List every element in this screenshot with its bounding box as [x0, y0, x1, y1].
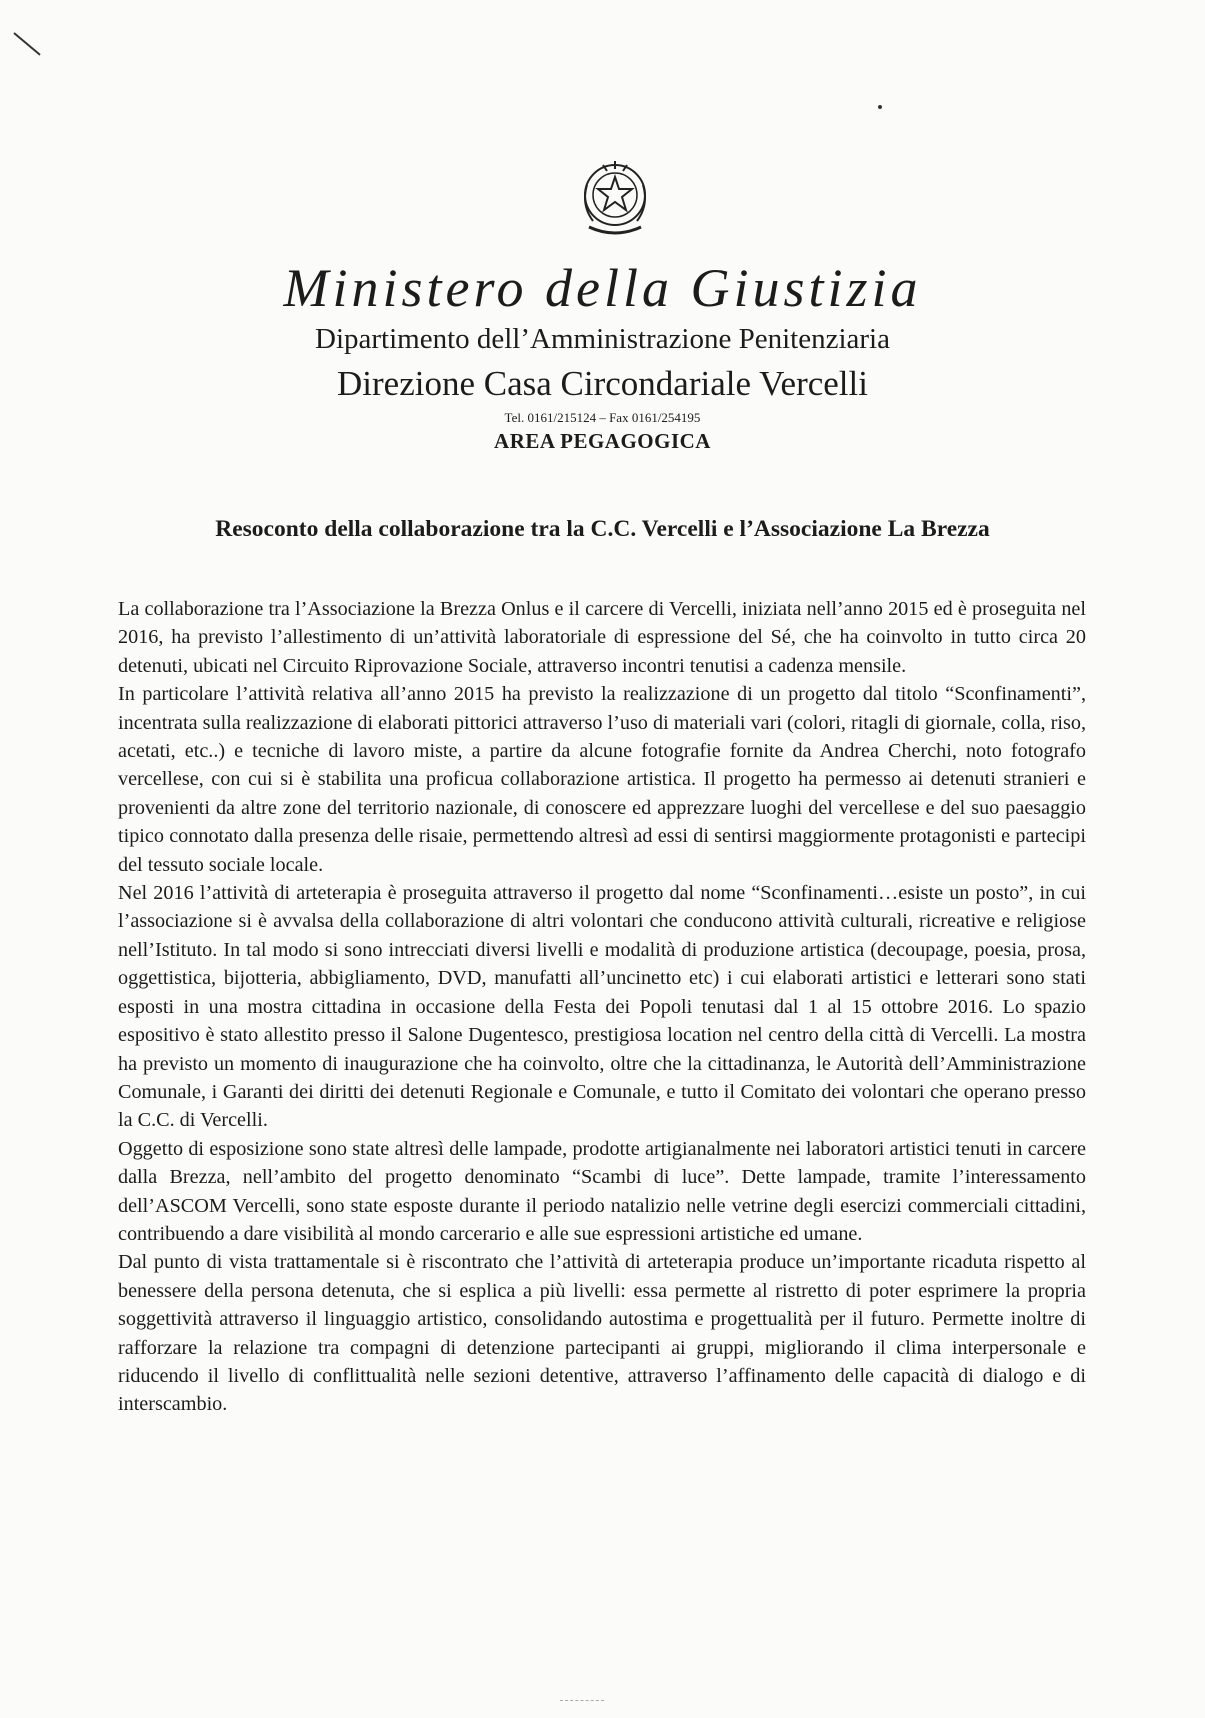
ministry-name: Ministero della Giustizia: [283, 258, 922, 318]
document-body: [118, 595, 1086, 1419]
area-name: AREA PEGAGOGICA: [494, 429, 711, 453]
department-name: Dipartimento dell’Amministrazione Penitenziaria: [315, 323, 890, 355]
contact-info: Tel. 0161/215124 – Fax 0161/254195: [504, 410, 701, 425]
paragraph: Dal punto di vista trattamentale si è riscontrato che l’attività di arteterapia produce un’importante ricaduta rispetto al benessere della persona detenuta, che si esplica a più livelli: essa permette al ristretto di poter esprimere la propria soggettività attraverso il linguaggio artistico, consolidando autostima e progettualità per il futuro. Permette inoltre di rafforzare la relazione tra compagni di detenzione partecipanti ai gruppi, migliorando il clima interpersonale e riducendo il livello di conflittualità nelle sezioni detentive, attraverso l’affinamento delle capacità di dialogo e di interscambio.: [118, 1251, 1086, 1416]
scan-mark: [13, 32, 40, 55]
direction-name: Direzione Casa Circondariale Vercelli: [337, 364, 868, 403]
paragraph: In particolare l’attività relativa all’anno 2015 ha previsto la realizzazione di un progetto dal titolo “Sconfinamenti”, incentrata sulla realizzazione di elaborati pittorici attraverso l’uso di materiali vari (colori, ritagli di giornale, colla, riso, acetati, etc..) e tecniche di lavoro miste, a partire da alcune fotografie fornite da Andrea Cherchi, noto fotografo vercellese, con cui si è stabilita una proficua collaborazione artistica. Il progetto ha permesso ai detenuti stranieri e provenienti da altre zone del territorio nazionale, di conoscere ed apprezzare luoghi del vercellese e del suo paesaggio tipico connotato dalla presenza delle risaie, permettendo altresì ad essi di sentirsi maggiormente protagonisti e partecipi del tessuto sociale locale.: [118, 683, 1086, 876]
paragraph: La collaborazione tra l’Associazione la Brezza Onlus e il carcere di Vercelli, iniziata nell’anno 2015 ed è proseguita nel 2016, ha previsto l’allestimento di un’attività laboratoriale di espressione del Sé, che ha coinvolto in tutto circa 20 detenuti, ubicati nel Circuito Riprovazione Sociale, attraverso incontri tenutisi a cadenza mensile.: [118, 598, 1086, 677]
footer-mark: [560, 1700, 604, 1702]
paragraph: Oggetto di esposizione sono state altresì delle lampade, prodotte artigianalmente nei laboratori artistici tenuti in carcere dalla Brezza, nell’ambito del progetto denominato “Scambi di luce”. Dette lampade, tramite l’interessamento dell’ASCOM Vercelli, sono state esposte durante il periodo natalizio nelle vetrine degli esercizi commerciali cittadini, contribuendo a dare visibilità al mondo carcerario e alle sue espressioni artistiche ed umane.: [118, 1137, 1086, 1245]
italian-republic-emblem-icon: [575, 155, 655, 245]
scan-dot: [878, 105, 882, 109]
document-title: Resoconto della collaborazione tra la C.C. Vercelli e l’Associazione La Brezza: [215, 516, 990, 542]
paragraph: Nel 2016 l’attività di arteterapia è proseguita attraverso il progetto dal nome “Sconfinamenti…esiste un posto”, in cui l’associazione si è avvalsa della collaborazione di altri volontari che conducono attività culturali, ricreative e religiose nell’Istituto. In tal modo si sono intrecciati diversi livelli e modalità di produzione artistica (decoupage, poesia, prosa, oggettistica, bijotteria, abbigliamento, DVD, manufatti all’uncinetto etc) i cui elaborati artistici e letterari sono stati esposti in una mostra cittadina in occasione della Festa dei Popoli tenutasi dal 1 al 15 ottobre 2016. Lo spazio espositivo è stato allestito presso il Salone Dugentesco, prestigiosa location nel centro della città di Vercelli. La mostra ha previsto un momento di inaugurazione che ha coinvolto, oltre che la cittadinanza, le Autorità dell’Amministrazione Comunale, i Garanti dei diritti dei detenuti Regionale e Comunale, e tutto il Comitato dei volontari che operano presso la C.C. di Vercelli.: [118, 882, 1086, 1132]
